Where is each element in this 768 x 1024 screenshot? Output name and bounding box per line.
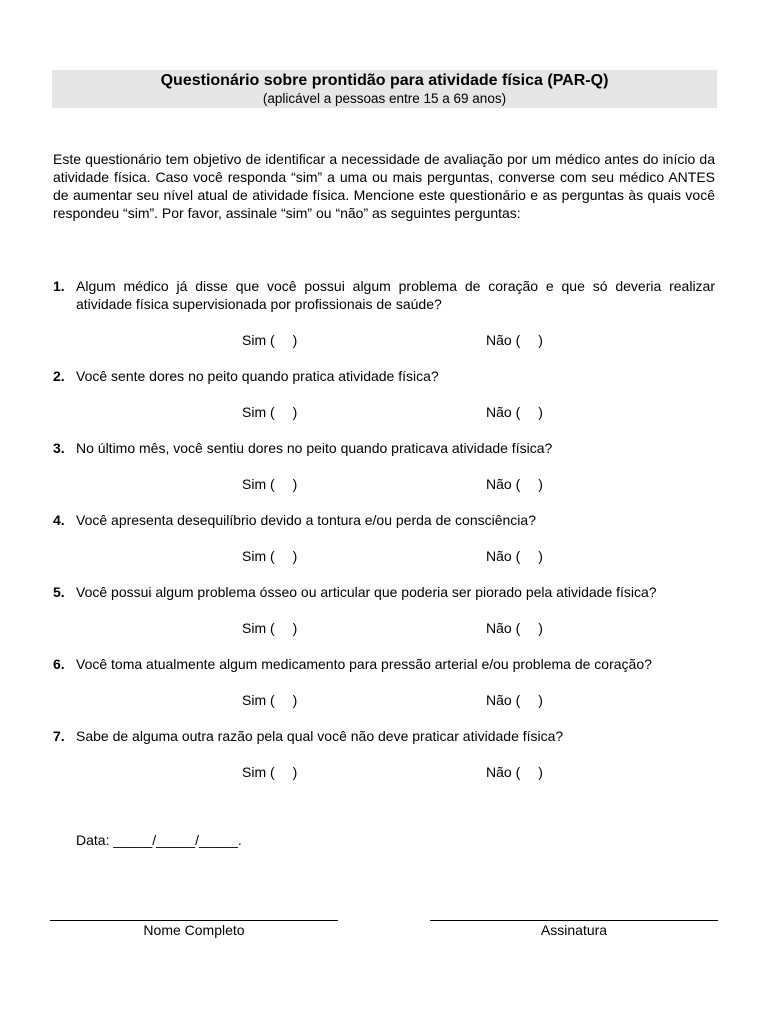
yes-option[interactable] [242, 331, 297, 349]
yes-close-paren: ) [292, 764, 298, 780]
yes-label: Sim ( [242, 332, 275, 348]
question-item [53, 439, 715, 457]
yes-label: Sim ( [242, 476, 275, 492]
no-label: Não ( [486, 764, 521, 780]
yes-label: Sim ( [242, 548, 275, 564]
question-number: 1. [53, 278, 65, 294]
yes-option[interactable] [242, 619, 297, 637]
no-close-paren: ) [538, 404, 543, 420]
question-text: Você apresenta desequilíbrio devido a tontura e/ou perda de consciência? [76, 512, 536, 528]
header-box [52, 70, 717, 108]
question-item [53, 367, 715, 385]
yes-label: Sim ( [242, 764, 275, 780]
question-text: Você possui algum problema ósseo ou articular que poderia ser piorado pela atividade física? [76, 584, 657, 600]
yes-close-paren: ) [292, 692, 298, 708]
question-block [53, 511, 715, 565]
no-label: Não ( [486, 692, 521, 708]
no-close-paren: ) [538, 764, 543, 780]
no-label: Não ( [486, 404, 521, 420]
yes-label: Sim ( [242, 404, 275, 420]
question-text: Você sente dores no peito quando pratica atividade física? [76, 368, 439, 384]
yes-option[interactable] [242, 403, 297, 421]
question-text: Você toma atualmente algum medicamento para pressão arterial e/ou problema de coração? [76, 656, 652, 672]
answer-row [53, 331, 715, 349]
yes-option[interactable] [242, 547, 297, 565]
answer-row [53, 691, 715, 709]
question-number: 4. [53, 512, 65, 528]
question-item [53, 727, 715, 745]
no-close-paren: ) [538, 548, 543, 564]
question-block [53, 727, 715, 781]
question-item [53, 583, 715, 601]
no-label: Não ( [486, 332, 521, 348]
no-label: Não ( [486, 476, 521, 492]
yes-option[interactable] [242, 475, 297, 493]
no-close-paren: ) [538, 692, 543, 708]
question-text: Sabe de alguma outra razão pela qual você não deve praticar atividade física? [76, 728, 564, 744]
yes-label: Sim ( [242, 692, 275, 708]
no-option[interactable] [486, 691, 543, 709]
no-close-paren: ) [538, 620, 543, 636]
question-list [53, 277, 715, 799]
yes-close-paren: ) [292, 620, 298, 636]
yes-label: Sim ( [242, 620, 275, 636]
yes-option[interactable] [242, 691, 297, 709]
question-text: No último mês, você sentiu dores no peito quando praticava atividade física? [76, 440, 553, 456]
question-item [53, 277, 715, 313]
question-block [53, 367, 715, 421]
no-option[interactable] [486, 547, 543, 565]
yes-close-paren: ) [292, 476, 298, 492]
question-text: Algum médico já disse que você possui algum problema de coração e que só deveria realizar atividade física supervisionada por profissionais de saúde? [76, 278, 715, 312]
no-option[interactable] [486, 619, 543, 637]
signature-label: Assinatura [540, 922, 608, 938]
yes-option[interactable] [242, 763, 297, 781]
no-option[interactable] [486, 331, 543, 349]
no-close-paren: ) [538, 476, 543, 492]
page-subtitle: (aplicável a pessoas entre 15 a 69 anos) [262, 91, 507, 106]
answer-row [53, 475, 715, 493]
question-block [53, 277, 715, 349]
no-close-paren: ) [538, 332, 543, 348]
question-block [53, 439, 715, 493]
intro-paragraph: Este questionário tem objetivo de identificar a necessidade de avaliação por um médico antes do início da atividade física. Caso você responda “sim” a uma ou mais perguntas, converse com seu médico ANTES de aumentar seu nível atual de atividade física. Mencione este questionário e as perguntas às quais você respondeu “sim”. Por favor, assinale “sim” ou “não” as seguintes perguntas: [53, 151, 715, 221]
question-item [53, 655, 715, 673]
no-option[interactable] [486, 475, 543, 493]
yes-close-paren: ) [292, 548, 298, 564]
no-label: Não ( [486, 548, 521, 564]
question-number: 5. [53, 584, 65, 600]
no-option[interactable] [486, 763, 543, 781]
answer-row [53, 403, 715, 421]
question-block [53, 655, 715, 709]
question-block [53, 583, 715, 637]
date-field[interactable]: Data: _____/_____/_____. [76, 832, 242, 848]
yes-close-paren: ) [292, 332, 298, 348]
question-number: 2. [53, 368, 65, 384]
answer-row [53, 619, 715, 637]
question-item [53, 511, 715, 529]
question-number: 6. [53, 656, 65, 672]
answer-row [53, 763, 715, 781]
no-label: Não ( [486, 620, 521, 636]
page-title: Questionário sobre prontidão para atividade física (PAR-Q) [160, 72, 609, 89]
question-number: 3. [53, 440, 65, 456]
yes-close-paren: ) [292, 404, 298, 420]
question-number: 7. [53, 728, 65, 744]
answer-row [53, 547, 715, 565]
name-label: Nome Completo [143, 922, 245, 938]
no-option[interactable] [486, 403, 543, 421]
